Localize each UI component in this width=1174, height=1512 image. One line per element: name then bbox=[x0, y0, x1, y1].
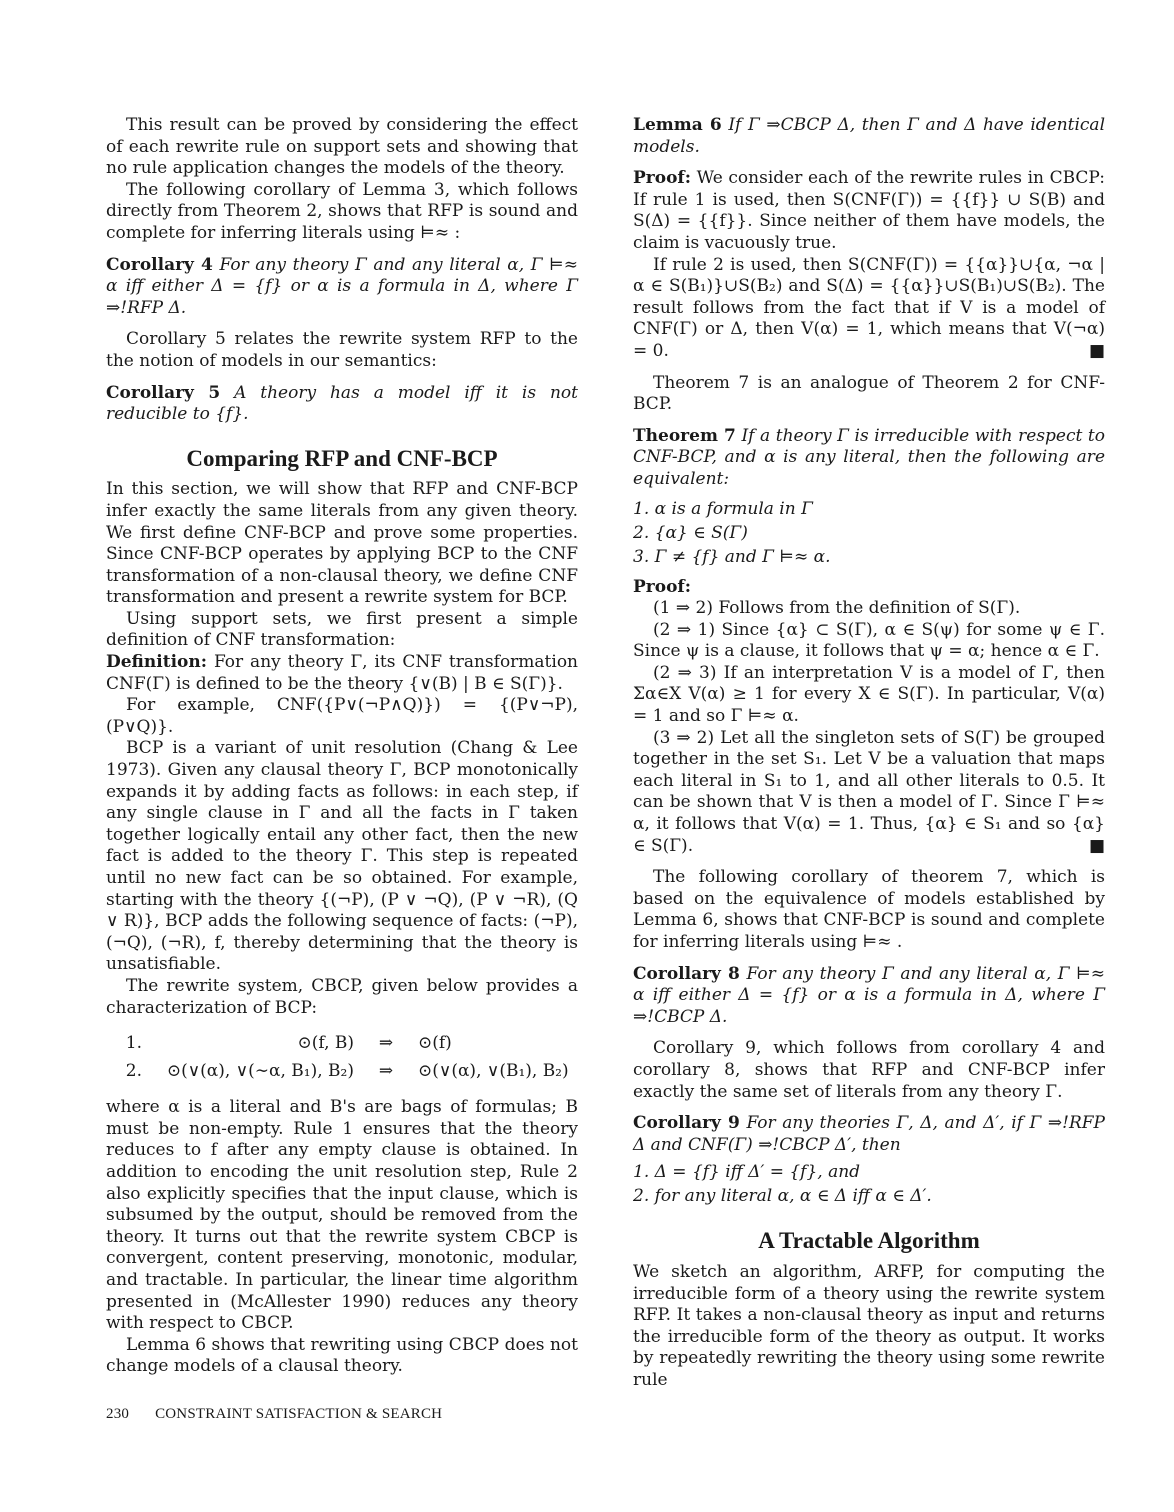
theorem-statement: If a theory Γ is irreducible with respect to CNF-BCP, and α is any literal, then the following are equivalent: bbox=[633, 425, 1105, 489]
list-item: 3. Γ ≠ {f} and Γ ⊨≈ α. bbox=[633, 546, 831, 567]
section-heading: A Tractable Algorithm bbox=[758, 1228, 980, 1254]
corollary-statement: A theory has a model iff it is not reducible to {f}. bbox=[106, 382, 578, 425]
qed-icon: ■ bbox=[1088, 835, 1105, 856]
proof-step: (2 ⇒ 1) Since {α} ⊂ S(Γ), α ∈ S(ψ) for some ψ ∈ Γ. Since ψ is a clause, it follows that ψ = α; hence α ∈ Γ. bbox=[633, 619, 1105, 662]
corollary-9 bbox=[633, 1113, 1105, 1156]
proof-label: Proof: bbox=[633, 168, 692, 189]
corollary-5 bbox=[106, 383, 578, 426]
corollary-statement: For any theories Γ, Δ, and Δ′, if Γ ⇒!RFP Δ and CNF(Γ) ⇒!CBCP Δ′, then bbox=[633, 1113, 1105, 1155]
corollary-label: Corollary 5 bbox=[106, 382, 221, 403]
rule-arrow: ⇒ bbox=[378, 1033, 394, 1054]
definition bbox=[106, 652, 578, 695]
proof-step: (2 ⇒ 3) If an interpretation V is a model of Γ, then Σα∈X V(α) ≥ 1 for every X ∈ S(Γ). In particular, V(α) = 1 and so Γ ⊨≈ α. bbox=[633, 662, 1105, 727]
rule-lhs: ⊙(∨(α), ∨(∼α, B₁), B₂) bbox=[166, 1061, 354, 1082]
list-item: 2. for any literal α, α ∈ Δ iff α ∈ Δ′. bbox=[633, 1186, 932, 1207]
corollary-label: Corollary 8 bbox=[633, 963, 740, 984]
corollary-statement: For any theory Γ and any literal α, Γ ⊨≈ α iff either Δ = {f} or α is a formula in Δ, where Γ ⇒!CBCP Δ. bbox=[633, 963, 1106, 1027]
page-footer bbox=[106, 1406, 442, 1423]
list-item: 2. {α} ∈ S(Γ) bbox=[633, 522, 748, 543]
paragraph: In this section, we will show that RFP and CNF-BCP infer exactly the same literals from any given theory. We first define CNF-BCP and prove some properties. Since CNF-BCP operates by applying BCP to the CNF transformation of a non-clausal theory, we define CNF transformation and present a rewrite system for BCP. bbox=[106, 479, 578, 608]
paragraph: where α is a literal and B's are bags of formulas; B must be non-empty. Rule 1 ensures that the theory reduces to f after any empty clause is obtained. In addition to encoding the unit resolution step, Rule 2 also explicitly specifies that the input clause, which is subsumed by the output, should be removed from the theory. It turns out that the rewrite system CBCP is convergent, content preserving, monotonic, modular, and tractable. In particular, the linear time algorithm presented in (McAllester 1990) reduces any theory with respect to CBCP. bbox=[106, 1097, 578, 1334]
right-column bbox=[633, 115, 1105, 1402]
theorem-label: Theorem 7 bbox=[633, 425, 736, 446]
lemma-label: Lemma 6 bbox=[633, 115, 722, 135]
proof-text: (3 ⇒ 2) Let all the singleton sets of S(Γ) be grouped together in the set S₁. Let V be a valuation that maps each literal in S₁ to 1, and all other literals to 0.5. It can be shown that V is then a model of Γ. Since Γ ⊨≈ α, it follows that V(α) = 1. Thus, {α} ∈ S₁ and so {α} ∈ S(Γ). bbox=[633, 727, 1105, 856]
paragraph: The rewrite system, CBCP, given below provides a characterization of BCP: bbox=[106, 975, 578, 1018]
paragraph: Corollary 9, which follows from corollary 4 and corollary 8, shows that RFP and CNF-BCP infer exactly the same set of literals from any theory Γ. bbox=[633, 1038, 1105, 1102]
paragraph: Lemma 6 shows that rewriting using CBCP does not change models of a clausal theory. bbox=[106, 1334, 578, 1377]
corollary-8 bbox=[633, 964, 1105, 1029]
paragraph: Theorem 7 is an analogue of Theorem 2 for CNF-BCP. bbox=[633, 372, 1105, 415]
corollary-9-list bbox=[633, 1160, 1105, 1208]
rewrite-rule-2 bbox=[106, 1057, 578, 1085]
section-heading: Comparing RFP and CNF-BCP bbox=[186, 445, 498, 471]
list-item: 1. Δ = {f} iff Δ′ = {f}, and bbox=[633, 1162, 861, 1183]
corollary-statement: For any theory Γ and any literal α, Γ ⊨≈ α iff either Δ = {f} or α is a formula in Δ, where Γ ⇒!RFP Δ. bbox=[106, 254, 579, 318]
definition-label: Definition: bbox=[106, 652, 208, 673]
rule-rhs: ⊙(∨(α), ∨(B₁), B₂) bbox=[418, 1061, 569, 1082]
rewrite-rule-1 bbox=[106, 1029, 578, 1057]
paragraph: For example, CNF({P∨(¬P∧Q)}) = {(P∨¬P), (P∨Q)}. bbox=[106, 695, 578, 737]
proof bbox=[633, 168, 1105, 254]
rule-rhs: ⊙(f) bbox=[418, 1033, 452, 1054]
paragraph: Corollary 5 relates the rewrite system RFP to the the notion of models in our semantics: bbox=[106, 329, 578, 371]
list-item: 1. α is a formula in Γ bbox=[633, 498, 813, 519]
rule-arrow: ⇒ bbox=[378, 1061, 394, 1082]
paragraph: BCP is a variant of unit resolution (Chang & Lee 1973). Given any clausal theory Γ, BCP monotonically expands it by adding facts as follows: in each step, if any single clause in Γ and all the facts in Γ taken together logically entail any other fact, then the new fact is added to the theory Γ. This step is repeated until no new fact can be so obtained. For example, starting with the theory {(¬P), (P ∨ ¬Q), (P ∨ ¬R), (Q ∨ R)}, BCP adds the following sequence of facts: (¬P), (¬Q), (¬R), f, thereby determining that the theory is unsatisfiable. bbox=[106, 738, 578, 975]
left-column bbox=[106, 115, 578, 1378]
paragraph: This result can be proved by considering the effect of each rewrite rule on support sets and showing that no rule application changes the models of the theory. bbox=[106, 115, 578, 179]
corollary-label: Corollary 4 bbox=[106, 254, 213, 275]
paragraph: The following corollary of theorem 7, which is based on the equivalence of models established by Lemma 6, shows that CNF-BCP is sound and complete for inferring literals using ⊨≈ . bbox=[633, 867, 1105, 952]
paragraph: The following corollary of Lemma 3, which follows directly from Theorem 2, shows that RFP is sound and complete for inferring literals using ⊨≈ : bbox=[106, 179, 578, 243]
proof-label: Proof: bbox=[633, 576, 692, 597]
running-footer: CONSTRAINT SATISFACTION & SEARCH bbox=[155, 1406, 443, 1422]
definition-text: For any theory Γ, its CNF transformation CNF(Γ) is defined to be the theory {∨(B) | B ∈ S(Γ)}. bbox=[106, 652, 579, 694]
rule-lhs: ⊙(f, B) bbox=[297, 1033, 354, 1054]
proof-paragraph bbox=[633, 255, 1105, 363]
paragraph: We sketch an algorithm, ARFP, for computing the irreducible form of a theory using the rewrite system RFP. It takes a non-clausal theory as input and returns the irreducible form of the theory as output. It works by repeatedly rewriting the theory using some rewrite rule bbox=[633, 1261, 1105, 1390]
proof-label-line bbox=[633, 577, 1105, 599]
qed-icon: ■ bbox=[1088, 340, 1105, 361]
proof-text: If rule 2 is used, then S(CNF(Γ)) = {{α}}∪{α, ¬α | α ∈ S(B₁)}∪S(B₂) and S(Δ) = {{α}}∪S(B₁)∪S(B₂). The result follows from the fact that if V is a model of CNF(Γ) or Δ, then V(α) = 1, which means that V(¬α) = 0. bbox=[633, 254, 1105, 361]
page-number: 230 bbox=[106, 1406, 130, 1422]
theorem-7-list bbox=[633, 497, 1105, 569]
rule-number: 1. bbox=[125, 1033, 142, 1054]
rewrite-rules bbox=[106, 1029, 578, 1085]
corollary-4 bbox=[106, 255, 578, 320]
paragraph: Using support sets, we first present a simple definition of CNF transformation: bbox=[106, 608, 578, 651]
proof-step: (1 ⇒ 2) Follows from the definition of S(Γ). bbox=[653, 598, 1021, 619]
lemma-statement: If Γ ⇒CBCP Δ, then Γ and Δ have identical models. bbox=[633, 115, 1106, 157]
proof-step bbox=[633, 728, 1105, 858]
theorem-7 bbox=[633, 426, 1105, 491]
proof-text: We consider each of the rewrite rules in CBCP: If rule 1 is used, then S(CNF(Γ)) = {{f}} ∪ S(B) and S(Δ) = {{f}}. Since neither of them have models, the claim is vacuously true. bbox=[633, 168, 1105, 253]
corollary-label: Corollary 9 bbox=[633, 1113, 740, 1134]
rule-number: 2. bbox=[125, 1061, 142, 1082]
lemma-6 bbox=[633, 115, 1105, 158]
